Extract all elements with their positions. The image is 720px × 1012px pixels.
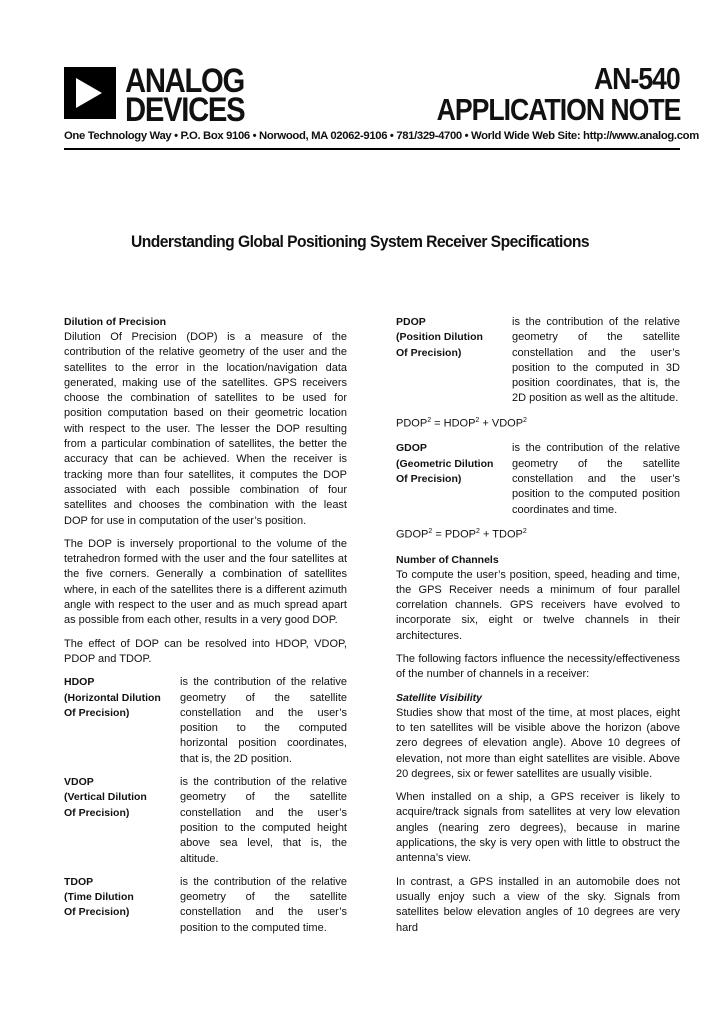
logo-text-analog: ANALOG xyxy=(125,62,244,100)
tdop-definition xyxy=(64,875,347,936)
term-full: (Vertical Dilution xyxy=(64,791,147,804)
right-column xyxy=(396,315,680,944)
formula-exponent: 2 xyxy=(427,416,432,424)
term-full: (Time Dilution xyxy=(64,891,134,904)
formula-part: + TDOP xyxy=(479,528,523,541)
formula-part: GDOP xyxy=(396,528,429,541)
address-line: One Technology Way • P.O. Box 9106 • Norwood, MA 02062-9106 • 781/329-4700 • World Wide Web Site: http://www.analog.com xyxy=(64,130,699,142)
term-abbrev: TDOP xyxy=(64,875,94,888)
paragraph: When installed on a ship, a GPS receiver is likely to acquire/track signals from satellites at very low elevation angles (nearing zero degrees), because in marine applications, the sky is very open with little to obstruct the antenna’s view. xyxy=(396,791,680,865)
formula-part: = HDOP xyxy=(431,417,476,430)
gdop-formula xyxy=(396,524,680,543)
paragraph: In contrast, a GPS installed in an automobile does not usually enjoy such a view of the sky. Signals from satellites below elevation angles of 10 degrees are very hard xyxy=(396,875,680,934)
term-full: (Geometric Dilution xyxy=(396,457,494,470)
term-full: (Position Dilution xyxy=(396,331,483,344)
formula-part: + VDOP xyxy=(479,417,524,430)
formula-exponent: 2 xyxy=(523,416,527,424)
term-full: (Horizontal Dilution xyxy=(64,691,161,704)
definition-text: is the contribution of the relative geometry of the satellite constellation and the user’s position to the computed in 3D position coordinates, that is, the 2D position as well as the altitude. xyxy=(512,316,680,405)
term-abbrev: VDOP xyxy=(64,776,94,789)
definition-text: is the contribution of the relative geometry of the satellite constellation and the user’s position to the computed time. xyxy=(180,875,347,934)
definition-text: is the contribution of the relative geometry of the satellite constellation and the user’s position to the computed position coordinates and time. xyxy=(512,442,680,516)
header-rule xyxy=(64,148,680,150)
formula-exponent: 2 xyxy=(428,527,433,535)
hdop-definition xyxy=(64,675,347,767)
note-type: APPLICATION NOTE xyxy=(436,92,680,127)
gdop-definition xyxy=(396,441,680,517)
logo-mark xyxy=(64,67,116,119)
definition-term xyxy=(396,441,512,517)
logo-text-devices: DEVICES xyxy=(125,91,245,129)
dop-heading: Dilution of Precision xyxy=(64,316,167,328)
visibility-heading: Satellite Visibility xyxy=(396,691,482,704)
term-abbrev: GDOP xyxy=(396,442,427,455)
paragraph: The effect of DOP can be resolved into HDOP, VDOP, PDOP and TDOP. xyxy=(64,637,347,665)
formula-exponent: 2 xyxy=(476,527,480,535)
logo-triangle-icon xyxy=(76,78,102,108)
formula-exponent: 2 xyxy=(475,416,480,424)
pdop-formula xyxy=(396,413,680,432)
formula-part: PDOP xyxy=(396,417,428,430)
note-number: AN-540 xyxy=(594,61,680,96)
term-abbrev: PDOP xyxy=(396,316,426,328)
channels-heading: Number of Channels xyxy=(396,553,499,566)
vdop-definition xyxy=(64,775,347,867)
paragraph: To compute the user’s position, speed, heading and time, the GPS Receiver needs a minimum of four parallel correlation channels. GPS receivers have evolved to incorporate six, eight or twelve channels in their architectures. xyxy=(396,568,680,642)
formula-part: = PDOP xyxy=(432,528,477,541)
paragraph: Dilution Of Precision (DOP) is a measure of the contribution of the relative geometry of the user and the satellites to the error in the location/navigation data generated, making use of the satellites. GPS receivers choose the combination of satellites to be used for position computation based on their geometric location with respect to the user. The lesser the DOP resulting from a particular combination of satellites, the better the accuracy that can be achieved. When the receiver is tracking more than four satellites, it computes the DOP associated with each possible combination of four satellites and chooses the combination with the least DOP for use in computation of the user’s position. xyxy=(64,331,347,527)
term-full: Of Precision) xyxy=(64,906,130,919)
term-full: Of Precision) xyxy=(64,806,130,819)
definition-term xyxy=(64,875,180,936)
definition-term xyxy=(64,775,180,867)
definition-term xyxy=(396,315,512,407)
paragraph: The DOP is inversely proportional to the volume of the tetrahedron formed with the user and the four satellites at the five corners. Generally a combination of satellites where, in each of the satellites there is a different azimuth angle with respect to the user and as much spread apart as possible from each other, results in a very good DOP. xyxy=(64,537,347,627)
left-column xyxy=(64,315,347,942)
pdop-definition xyxy=(396,315,680,407)
definition-text: is the contribution of the relative geometry of the satellite constellation and the user’s position to the computed horizontal position coordinates, that is, the 2D position. xyxy=(180,676,347,765)
term-full: Of Precision) xyxy=(64,706,130,719)
term-full: Of Precision) xyxy=(396,346,462,359)
paragraph: The following factors influence the necessity/effectiveness of the number of channels in a receiver: xyxy=(396,653,680,681)
formula-exponent: 2 xyxy=(522,527,527,535)
term-abbrev: HDOP xyxy=(64,676,95,689)
paragraph: Studies show that most of the time, at most places, eight to ten satellites will be visible above the horizon (above zero degrees of elevation angle). Above 10 degrees of elevation, not more than eight satellites are visible. Above 20 degrees, six or fewer satellites are usually visible. xyxy=(396,706,680,780)
document-title: Understanding Global Positioning System Receiver Specifications xyxy=(130,232,589,251)
term-full: Of Precision) xyxy=(396,473,462,486)
definition-term xyxy=(64,675,180,767)
definition-text: is the contribution of the relative geometry of the satellite constellation and the user’s position to the computed height above sea level, that is, the altitude. xyxy=(180,776,347,865)
